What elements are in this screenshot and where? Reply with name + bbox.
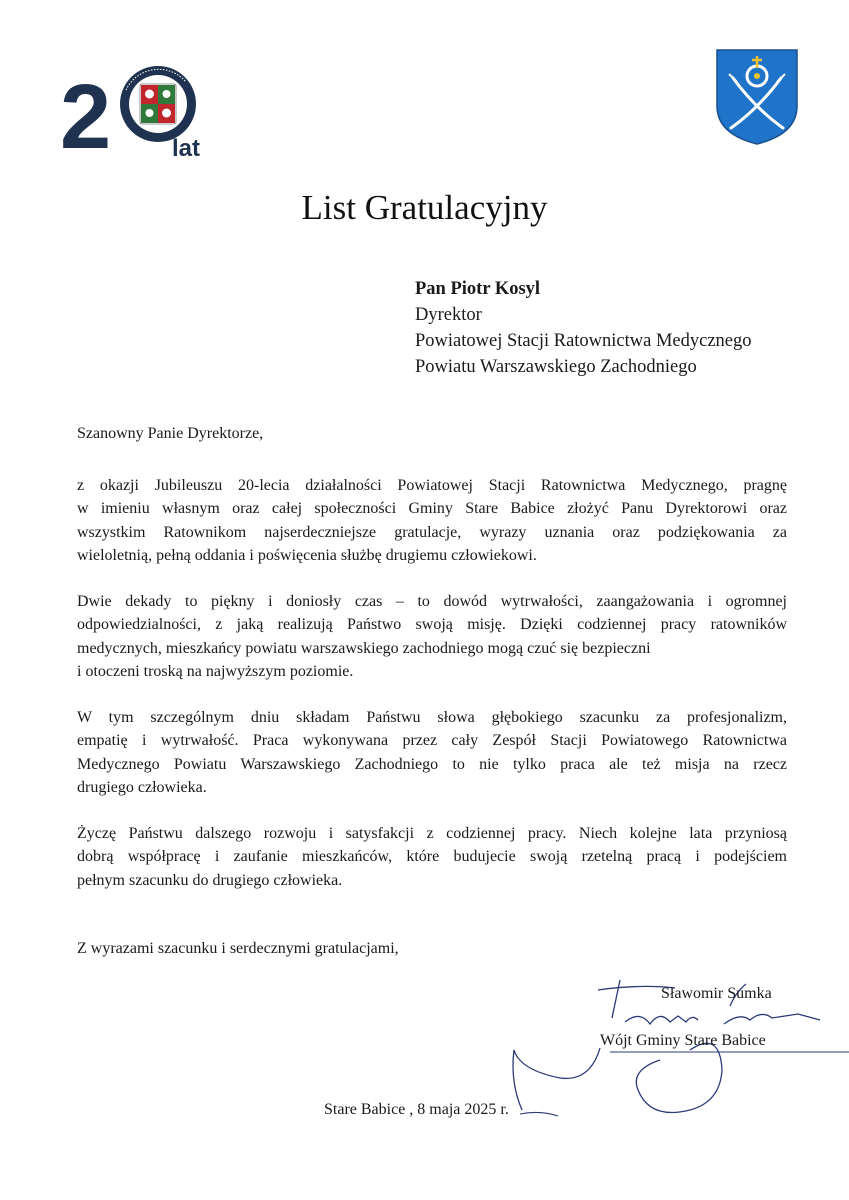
paragraph-line: drugiego człowieka.	[77, 778, 207, 796]
place-and-date: Stare Babice , 8 maja 2025 r.	[324, 1101, 509, 1118]
paragraph-line: medycznych, mieszkańcy powiatu warszawskiego zachodniego mogą czuć się bezpieczni	[77, 639, 651, 657]
paragraph-line: Życzę Państwu dalszego rozwoju i satysfakcji z codziennej pracy. Niech kolejne lata przyniosą	[77, 825, 787, 842]
paragraph-line: Medycznego Powiatu Warszawskiego Zachodniego to nie tylko praca ale też misja na rzecz	[77, 755, 787, 773]
paragraph-line: Dwie dekady to piękny i doniosły czas – to dowód wytrwałości, zaangażowania i ogromnej	[77, 593, 787, 610]
signature-title: Wójt Gminy Stare Babice	[600, 1032, 766, 1049]
closing-line: Z wyrazami szacunku i serdecznymi gratulacjami,	[77, 940, 399, 957]
coat-of-arms-icon	[715, 48, 799, 146]
document-title: List Gratulacyjny	[301, 188, 548, 227]
paragraph-1	[77, 474, 787, 567]
addressee-block	[415, 276, 752, 380]
addressee-name: Pan Piotr Kosyl	[415, 279, 541, 299]
paragraph-2	[77, 590, 787, 683]
paragraph-line: empatię i wytrwałość. Praca wykonywana przez cały Zespół Stacji Powiatowego Ratownictwa	[77, 732, 787, 750]
paragraph-line: W tym szczególnym dniu składam Państwu słowa głębokiego szacunku za profesjonalizm,	[77, 709, 787, 726]
paragraph-line: pełnym szacunku do drugiego człowieka.	[77, 871, 343, 889]
signature-name: Sławomir Sumka	[661, 985, 772, 1002]
paragraph-line: dobrą współpracę i zaufanie mieszkańców, które budujecie swoją rzetelną pracą i podejściem	[77, 848, 787, 866]
addressee-org-line2: Powiatu Warszawskiego Zachodniego	[415, 357, 697, 377]
paragraph-3	[77, 706, 787, 799]
logo-suffix-text: lat	[172, 135, 201, 160]
logo-number-text: 2	[60, 66, 112, 160]
paragraph-line: w imieniu własnym oraz całej społeczności Gminy Stare Babice złożyć Panu Dyrektorowi oraz	[77, 500, 787, 518]
anniversary-logo-icon	[60, 60, 210, 160]
stare-babice-coat-of-arms	[715, 48, 799, 146]
anniversary-20-years-logo	[60, 60, 210, 160]
paragraph-line: wieloletnią, pełną oddania i poświęcenia służbę drugiemu człowiekowi.	[77, 546, 537, 564]
paragraph-line: z okazji Jubileuszu 20-lecia działalności Powiatowej Stacji Ratownictwa Medycznego, pragnę	[77, 477, 787, 494]
paragraph-4	[77, 822, 787, 892]
paragraph-line: wszystkim Ratownikom najserdeczniejsze gratulacje, wyrazy uznania oraz podziękowania za	[77, 523, 787, 541]
addressee-role: Dyrektor	[415, 305, 482, 325]
addressee-org-line1: Powiatowej Stacji Ratownictwa Medycznego	[415, 331, 752, 351]
paragraph-line: i otoczeni troską na najwyższym poziomie.	[77, 662, 354, 680]
paragraph-line: odpowiedzialności, z jaką realizują Państwo swoją misję. Dzięki codziennej pracy ratowników	[77, 616, 787, 634]
salutation: Szanowny Panie Dyrektorze,	[77, 425, 264, 442]
